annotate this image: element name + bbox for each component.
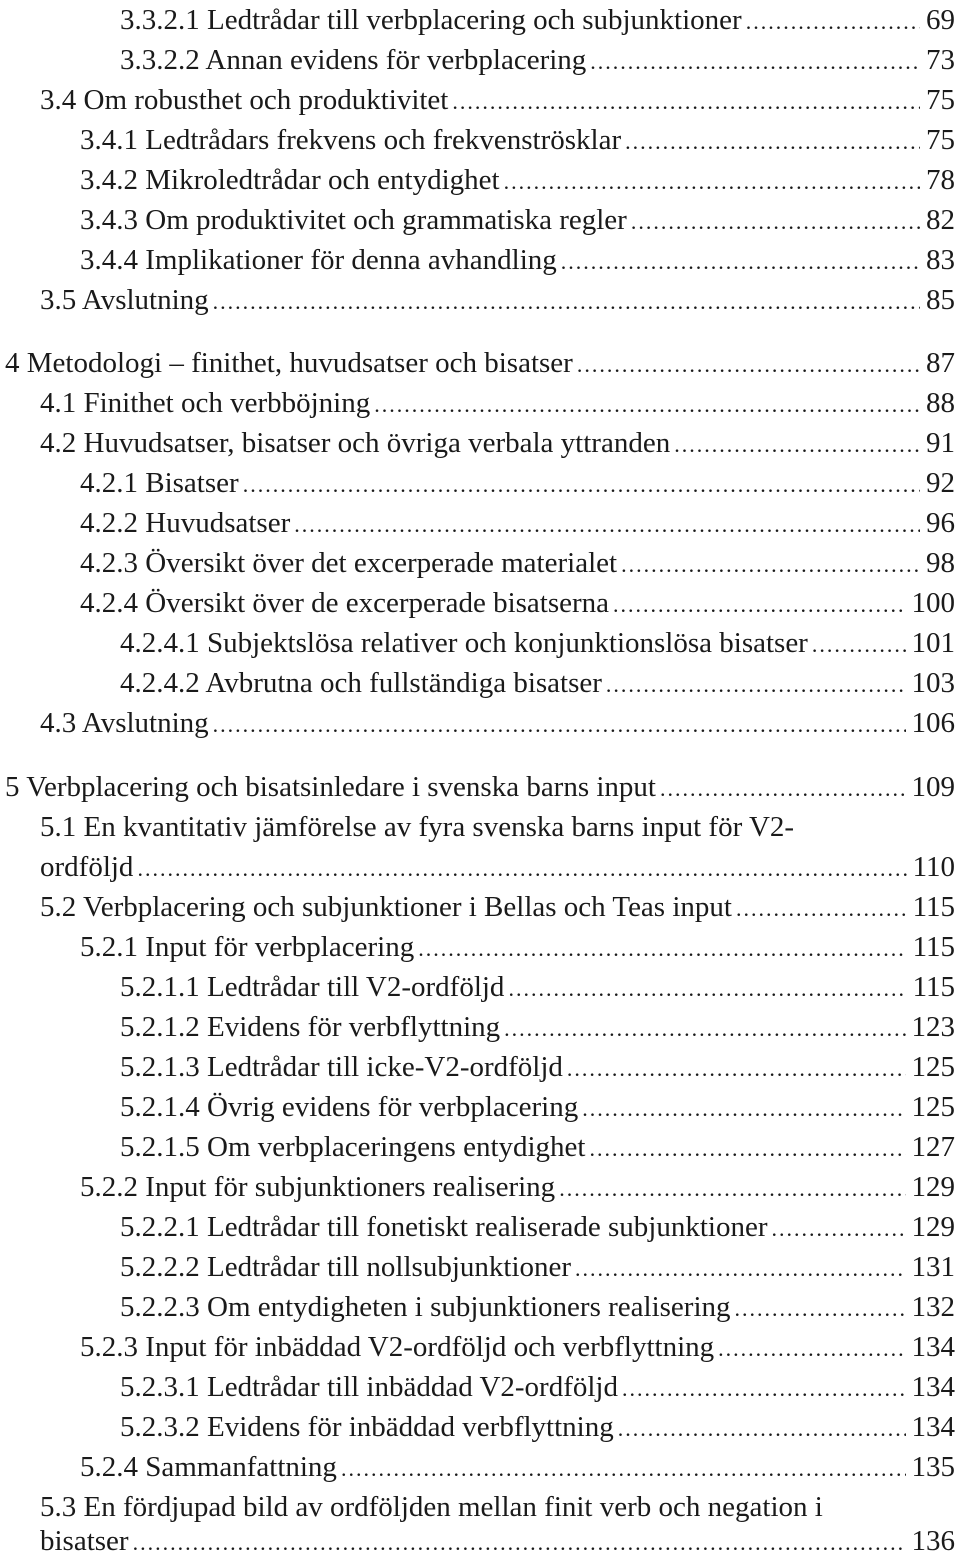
toc-entry[interactable] (120, 1247, 955, 1289)
toc-entry-title (80, 160, 504, 200)
toc-entry-number: 4.2.4.1 (120, 627, 200, 659)
toc-entry-number: 5.2.2.1 (120, 1211, 200, 1243)
toc-page-number: 73 (926, 44, 955, 76)
toc-entry-text: Input för subjunktioners realisering (145, 1171, 556, 1203)
toc-page-number: 98 (926, 547, 955, 579)
toc-entry[interactable] (40, 703, 955, 745)
toc-row (0, 280, 960, 320)
dot-leader (674, 425, 920, 465)
toc-row (0, 0, 960, 40)
toc-entry-text: Bisatser (145, 467, 239, 499)
toc-entry[interactable] (80, 1327, 955, 1369)
dot-leader (621, 545, 920, 585)
toc-page-number: 103 (911, 667, 955, 699)
toc-page-number: 129 (911, 1211, 955, 1243)
toc-row (0, 120, 960, 160)
toc-row (0, 1207, 960, 1247)
toc-entry-text: En fördjupad bild av ordföljden mellan finit verb och negation i (83, 1491, 823, 1523)
toc-entry-text: Huvudsatser (145, 507, 291, 539)
toc-row (0, 703, 960, 743)
toc-entry-title (80, 120, 625, 160)
toc-page-number: 75 (926, 124, 955, 156)
toc-entry-title (120, 1367, 622, 1407)
toc-entry[interactable] (120, 1007, 955, 1049)
toc-entry[interactable] (120, 1367, 955, 1409)
toc-entry[interactable] (120, 1407, 955, 1449)
toc-row (0, 160, 960, 200)
toc-entry[interactable] (80, 1167, 955, 1209)
toc-entry-text: Ledtrådar till nollsubjunktioner (207, 1251, 572, 1283)
toc-entry-text: Översikt över det excerperade materialet (145, 547, 618, 579)
toc-entry[interactable] (120, 967, 955, 1009)
toc-entry[interactable] (80, 1447, 955, 1489)
toc-row (0, 543, 960, 583)
toc-entry[interactable] (120, 0, 955, 42)
toc-entry-text: Översikt över de excerperade bisatserna (145, 587, 610, 619)
toc-entry-text: Input för inbäddad V2-ordföljd och verbflyttning (145, 1331, 715, 1363)
toc-page-number: 85 (926, 284, 955, 316)
toc-entry-number: 4.2.3 (80, 547, 138, 579)
toc-entry-title (120, 1087, 582, 1127)
toc-row (0, 1167, 960, 1207)
toc-page-number: 91 (926, 427, 955, 459)
dot-leader (771, 1209, 905, 1249)
toc-page-number: 123 (911, 1011, 955, 1043)
toc-entry-title (5, 767, 660, 807)
toc-entry-text: Ledtrådar till fonetiskt realiserade subjunktioner (207, 1211, 768, 1243)
toc-entry[interactable] (40, 1521, 955, 1563)
dot-leader (294, 505, 920, 545)
dot-leader (812, 625, 906, 665)
toc-page-number: 106 (911, 707, 955, 739)
toc-entry-text: Om produktivitet och grammatiska regler (145, 204, 627, 236)
dot-leader (718, 1329, 905, 1369)
toc-entry[interactable] (120, 1087, 955, 1129)
toc-entry-number: 4.2.4.2 (120, 667, 200, 699)
toc-entry-text: Avslutning (81, 707, 209, 739)
toc-page-number: 88 (926, 387, 955, 419)
dot-leader (622, 1369, 906, 1409)
toc-entry-number: 3.3.2.2 (120, 44, 200, 76)
toc-entry-number: 3.5 (40, 284, 77, 316)
toc-entry-title (120, 663, 606, 703)
toc-entry-title (120, 623, 812, 663)
toc-row (0, 40, 960, 80)
toc-page-number: 132 (911, 1291, 955, 1323)
toc-entry-number: 5.2.2 (80, 1171, 138, 1203)
toc-entry-title (80, 927, 418, 967)
toc-entry-number: 5.2.1.1 (120, 971, 200, 1003)
toc-row (0, 1047, 960, 1087)
toc-entry-text: Övrig evidens för verbplacering (207, 1091, 579, 1123)
toc-entry-number: 5.1 (40, 811, 77, 843)
toc-entry-title (40, 703, 213, 743)
toc-page-number: 82 (926, 204, 955, 236)
toc-page-number: 125 (911, 1051, 955, 1083)
toc-entry-text: Ledtrådar till icke-V2-ordföljd (207, 1051, 563, 1083)
toc-entry-text: Finithet och verbböjning (83, 387, 371, 419)
dot-leader (504, 162, 920, 202)
dot-leader (577, 345, 920, 385)
toc-page-number: 101 (911, 627, 955, 659)
toc-entry-number: 4 (5, 347, 20, 379)
toc-entry[interactable] (120, 1127, 955, 1169)
toc-entry-number: 5.2.1 (80, 931, 138, 963)
toc-page-number: 115 (912, 931, 955, 963)
toc-entry-title (80, 583, 613, 623)
toc-entry[interactable] (120, 40, 955, 82)
dot-leader (508, 969, 906, 1009)
toc-entry[interactable] (120, 1047, 955, 1089)
toc-chapter-row (0, 767, 960, 807)
toc-entry-text: Om entydigheten i subjunktioners realisering (207, 1291, 731, 1323)
dot-leader (213, 282, 920, 322)
dot-leader (137, 849, 906, 889)
toc-page-number: 127 (911, 1131, 955, 1163)
toc-page-number: 115 (912, 971, 955, 1003)
toc-entry-number: 3.4.1 (80, 124, 138, 156)
toc-entry-number: 5.2.4 (80, 1451, 138, 1483)
dot-leader (559, 1169, 905, 1209)
toc-entry[interactable] (80, 463, 955, 505)
toc-row (0, 383, 960, 423)
toc-page-number: 125 (911, 1091, 955, 1123)
toc-row (0, 583, 960, 623)
toc-entry-continuation: ordföljd (40, 851, 134, 883)
toc-entry-number: 4.2.2 (80, 507, 138, 539)
toc-row (0, 1127, 960, 1167)
toc-page-number: 134 (911, 1411, 955, 1443)
toc-row (0, 807, 960, 847)
toc-entry-title (80, 200, 631, 240)
toc-page-number: 136 (911, 1525, 955, 1557)
toc-entry-number: 4.1 (40, 387, 77, 419)
toc-entry-text: Ledtrådars frekvens och frekvenströsklar (145, 124, 622, 156)
toc-entry[interactable] (120, 1287, 955, 1329)
toc-chapter-row (0, 343, 960, 383)
toc-entry-number: 4.3 (40, 707, 77, 739)
toc-entry-text: Huvudsatser, bisatser och övriga verbala yttranden (83, 427, 671, 459)
toc-page-number: 131 (911, 1251, 955, 1283)
toc-row (0, 1287, 960, 1327)
toc-entry-text: Subjektslösa relativer och konjunktionslösa bisatser (207, 627, 808, 659)
toc-entry-text: Evidens för inbäddad verbflyttning (207, 1411, 614, 1443)
dot-leader (736, 889, 907, 929)
toc-entry-title (40, 887, 736, 927)
toc-entry[interactable] (120, 1207, 955, 1249)
toc-entry-title (5, 343, 577, 383)
toc-row (0, 1327, 960, 1367)
toc-entry-title (120, 1247, 575, 1287)
dot-leader (133, 1523, 906, 1563)
toc-row (0, 663, 960, 703)
toc-entry-number: 4.2 (40, 427, 77, 459)
toc-entry-text: Avslutning (81, 284, 209, 316)
toc-page-number: 96 (926, 507, 955, 539)
dot-leader (418, 929, 906, 969)
toc-entry-number: 5.2.1.3 (120, 1051, 200, 1083)
toc-entry[interactable] (40, 423, 955, 465)
toc-row (0, 1087, 960, 1127)
toc-row (0, 503, 960, 543)
toc-entry[interactable] (80, 120, 955, 162)
toc-entry-title (80, 463, 243, 503)
toc-entry-number: 5.3 (40, 1491, 77, 1523)
toc-row (0, 1007, 960, 1047)
toc-entry-number: 5.2.1.4 (120, 1091, 200, 1123)
toc-entry-text: Evidens för verbflyttning (207, 1011, 501, 1043)
dot-leader (243, 465, 920, 505)
dot-leader (452, 82, 920, 122)
toc-entry-title (120, 40, 590, 80)
dot-leader (590, 1129, 906, 1169)
dot-leader (735, 1289, 906, 1329)
toc-entry-title (120, 1207, 771, 1247)
toc-entry-title (40, 80, 452, 120)
toc-row (0, 463, 960, 503)
toc-page-number: 134 (911, 1371, 955, 1403)
toc-page-number: 75 (926, 84, 955, 116)
toc-entry[interactable] (80, 927, 955, 969)
toc-entry-title (80, 1167, 559, 1207)
dot-leader (567, 1049, 906, 1089)
toc-entry-text: En kvantitativ jämförelse av fyra svenska barns input för V2- (83, 811, 795, 843)
toc-entry[interactable] (5, 767, 955, 809)
toc-entry-title (80, 543, 621, 583)
toc-row (0, 887, 960, 927)
toc-entry-text: Om robusthet och produktivitet (83, 84, 449, 116)
dot-leader (504, 1009, 905, 1049)
toc-entry-number: 5.2.3 (80, 1331, 138, 1363)
toc-row (0, 423, 960, 463)
toc-page-number: 92 (926, 467, 955, 499)
toc-entry-continuation: bisatser (40, 1525, 129, 1557)
toc-page-number: 115 (912, 891, 955, 923)
toc-entry[interactable] (40, 847, 955, 889)
toc-entry-title (40, 423, 674, 463)
toc-row (0, 967, 960, 1007)
toc-entry-title (40, 807, 798, 847)
toc-page-number: 69 (926, 4, 955, 36)
toc-entry-title (120, 1407, 618, 1447)
toc-page-number: 100 (911, 587, 955, 619)
toc-entry[interactable] (80, 160, 955, 202)
dot-leader (582, 1089, 905, 1129)
toc-entry-number: 3.4.3 (80, 204, 138, 236)
toc-entry-text: Avbrutna och fullständiga bisatser (205, 667, 602, 699)
toc-page-number: 78 (926, 164, 955, 196)
dot-leader (631, 202, 920, 242)
toc-entry-number: 5.2.1.5 (120, 1131, 200, 1163)
toc-entry-number: 4.2.4 (80, 587, 138, 619)
dot-leader (618, 1409, 906, 1449)
toc-row (0, 927, 960, 967)
toc-entry[interactable] (40, 280, 955, 322)
toc-entry[interactable] (80, 200, 955, 242)
toc-entry-number: 5.2.3.2 (120, 1411, 200, 1443)
toc-entry-number: 3.3.2.1 (120, 4, 200, 36)
dot-leader (606, 665, 906, 705)
dot-leader (561, 242, 920, 282)
toc-row (0, 80, 960, 120)
toc-entry-number: 5.2.2.2 (120, 1251, 200, 1283)
toc-entry-number: 5.2.1.2 (120, 1011, 200, 1043)
toc-page-number: 135 (911, 1451, 955, 1483)
toc-entry-text: Ledtrådar till V2-ordföljd (207, 971, 505, 1003)
toc-page-number: 134 (911, 1331, 955, 1363)
toc-entry[interactable] (40, 80, 955, 122)
toc-entry-title (120, 1007, 504, 1047)
toc-row (0, 1447, 960, 1487)
toc-entry[interactable] (80, 240, 955, 282)
toc-entry-number: 4.2.1 (80, 467, 138, 499)
toc-page-number: 129 (911, 1171, 955, 1203)
toc-entry-text: Om verbplaceringens entydighet (207, 1131, 586, 1163)
toc-entry-text: Verbplacering och bisatsinledare i svenska barns input (26, 771, 656, 803)
toc-entry[interactable] (80, 503, 955, 545)
toc-entry[interactable] (5, 343, 955, 385)
dot-leader (746, 2, 920, 42)
toc-entry-text: Metodologi – finithet, huvudsatser och bisatser (26, 347, 573, 379)
toc-row-continuation (0, 847, 960, 887)
toc-entry-number: 5 (5, 771, 20, 803)
toc-entry-number: 5.2.3.1 (120, 1371, 200, 1403)
toc-entry-first-line[interactable] (40, 807, 955, 847)
toc-entry-text: Mikroledtrådar och entydighet (145, 164, 500, 196)
toc-page-number: 83 (926, 244, 955, 276)
dot-leader (590, 42, 920, 82)
toc-entry-text: Ledtrådar till verbplacering och subjunktioner (207, 4, 742, 36)
toc-row (0, 1367, 960, 1407)
toc-entry-text: Implikationer för denna avhandling (145, 244, 557, 276)
toc-entry-title (80, 1447, 341, 1487)
toc-entry-text: Sammanfattning (145, 1451, 337, 1483)
toc-row (0, 1247, 960, 1287)
toc-row (0, 1407, 960, 1447)
dot-leader (213, 705, 906, 745)
toc-page-number: 110 (912, 851, 955, 883)
toc-entry[interactable] (40, 383, 955, 425)
toc-entry-title (120, 1047, 567, 1087)
toc-entry-text: Input för verbplacering (145, 931, 415, 963)
toc-entry[interactable] (80, 583, 955, 625)
dot-leader (374, 385, 920, 425)
dot-leader (625, 122, 920, 162)
dot-leader (575, 1249, 905, 1289)
toc-entry-number: 3.4 (40, 84, 77, 116)
toc-row (0, 240, 960, 280)
toc-entry-title (120, 1287, 735, 1327)
toc-entry-number: 5.2.2.3 (120, 1291, 200, 1323)
toc-entry-text: Annan evidens för verbplacering (205, 44, 587, 76)
toc-entry[interactable] (120, 623, 955, 665)
toc-entry-title (120, 1127, 590, 1167)
toc-entry[interactable] (120, 663, 955, 705)
toc-entry-title (120, 967, 508, 1007)
toc-entry-title (40, 280, 213, 320)
toc-entry-title (40, 383, 374, 423)
toc-entry-number: 3.4.4 (80, 244, 138, 276)
toc-entry-text: Ledtrådar till inbäddad V2-ordföljd (207, 1371, 618, 1403)
toc-entry-title (80, 503, 294, 543)
toc-page-number: 109 (911, 771, 955, 803)
toc-entry[interactable] (40, 887, 955, 929)
toc-row-continuation (0, 1521, 960, 1561)
toc-entry[interactable] (80, 543, 955, 585)
toc-row (0, 623, 960, 663)
dot-leader (660, 769, 906, 809)
toc-entry-text: Verbplacering och subjunktioner i Bellas och Teas input (82, 891, 732, 923)
toc-entry-title (120, 0, 746, 40)
dot-leader (613, 585, 905, 625)
toc-entry-title (80, 1327, 718, 1367)
toc-entry-title (80, 240, 561, 280)
dot-leader (341, 1449, 906, 1489)
toc-page-number: 87 (926, 347, 955, 379)
toc-row (0, 200, 960, 240)
toc-entry-number: 5.2 (40, 891, 77, 923)
toc-entry-number: 3.4.2 (80, 164, 138, 196)
